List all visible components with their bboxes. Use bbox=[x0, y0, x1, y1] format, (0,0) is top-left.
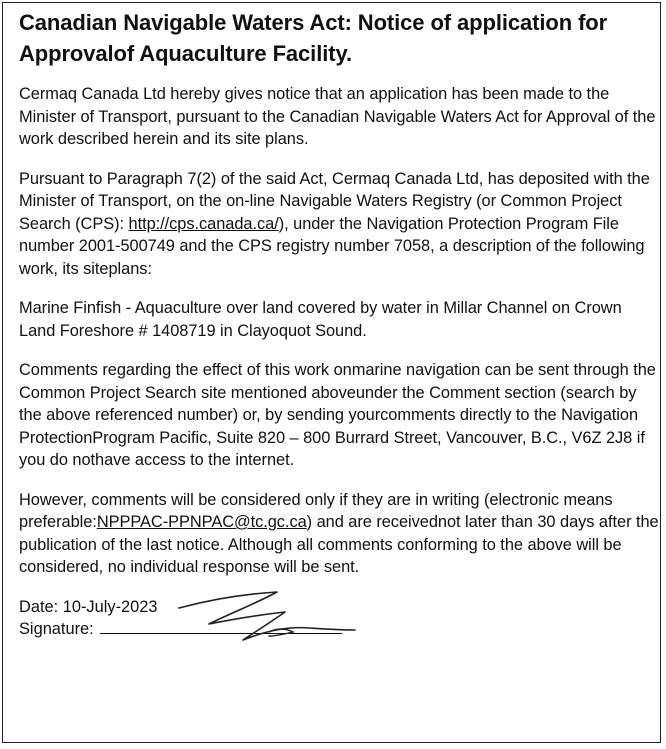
conditions-text-before: However, comments will be considered only if they are in writing (electronic means preferable: bbox=[19, 490, 613, 531]
paragraph-work-description: Marine Finfish - Aquaculture over land covered by water in Millar Channel on Crown Land Foreshore # 1408719 in Clayoquot Sound. bbox=[19, 299, 622, 340]
cps-link[interactable]: http://cps.canada.ca/ bbox=[128, 214, 279, 233]
handwritten-signature-icon bbox=[159, 588, 359, 648]
conditions-text-after: ) and are receivednot later than 30 days after the publication of the last notice. Although all comments conforming to the above will be considered, no individual response will be sent. bbox=[19, 513, 659, 576]
signature-label: Signature: bbox=[19, 619, 94, 638]
registry-text-before: Pursuant to Paragraph 7(2) of the said Act, Cermaq Canada Ltd, has deposited with the Minister of Transport, on the on-line Navigable Waters Registry (or Common Project Search (CPS): bbox=[19, 169, 650, 233]
date-line: Date: 10-July-2023 bbox=[19, 597, 158, 616]
email-link[interactable]: NPPPAC-PPNPAC@tc.gc.ca bbox=[96, 513, 307, 531]
paragraph-application: Cermaq Canada Ltd hereby gives notice that an application has been made to the Minister of Transport, pursuant to the Canadian Navigable Waters Act for Approval of the work described herein and its site plans. bbox=[19, 85, 656, 148]
paragraph-comments: Comments regarding the effect of this work onmarine navigation can be sent through the Common Project Search site mentioned aboveunder the Comment section (search by the above referenced number) or, by sending yourcomments directly to the Navigation ProtectionProgram Pacific, Suite 820 – 800 Burrard Street, Vancouver, B.C., V6Z 2J8 if you do nothave access to the internet. bbox=[19, 361, 656, 469]
paragraph-registry bbox=[19, 168, 660, 281]
signature-block bbox=[19, 596, 660, 640]
notice-title: Canadian Navigable Waters Act: Notice of application for Approvalof Aquaculture Facility. bbox=[19, 10, 608, 66]
registry-text-after: ), under the Navigation Protection Program File number 2001-500749 and the CPS registry number 7058, a description of the following work, its siteplans: bbox=[19, 214, 645, 278]
notice-box bbox=[2, 2, 661, 743]
paragraph-conditions bbox=[19, 489, 660, 579]
